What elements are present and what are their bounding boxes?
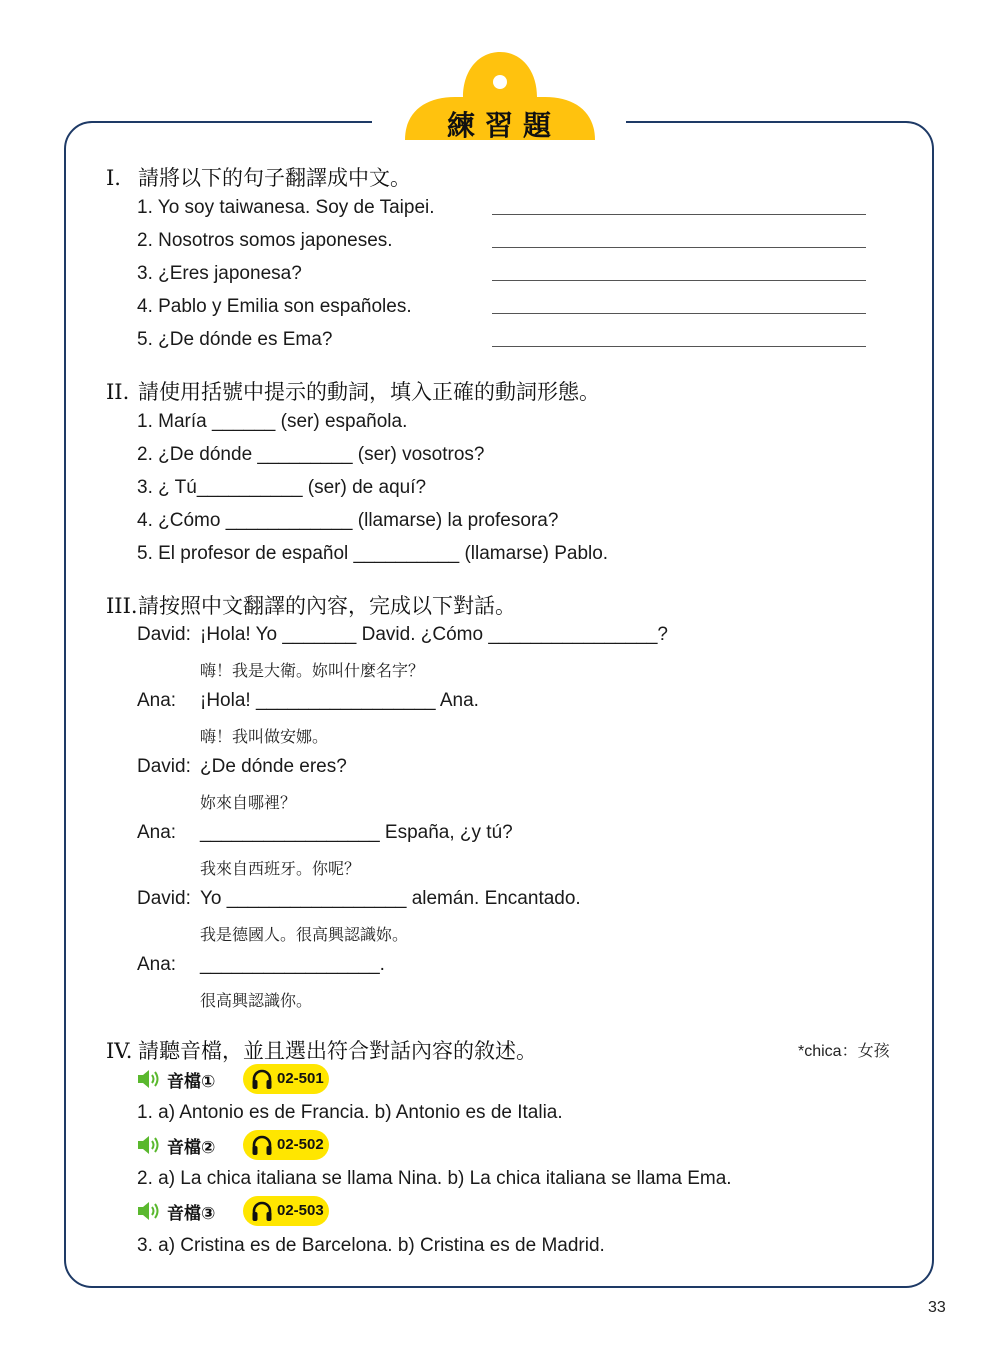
sec1-item-4: 4. Pablo y Emilia son españoles.: [137, 296, 412, 317]
sec1-item-1: 1. Yo soy taiwanesa. Soy de Taipei.: [137, 197, 435, 218]
section-3-number: III.: [106, 594, 138, 618]
page-number: 33: [928, 1299, 946, 1316]
answer-line-2[interactable]: [492, 247, 866, 248]
dialog-6-chinese: 很高興認識你。: [200, 991, 313, 1010]
dialog-4-spanish: _________________ España, ¿y tú?: [200, 822, 513, 843]
audio-1-track-badge[interactable]: [243, 1064, 329, 1094]
speaker-icon: [137, 1069, 161, 1089]
audio-row-3[interactable]: [137, 1196, 337, 1226]
page-title: 練習題: [446, 109, 561, 142]
sec2-item-1: 1. María ______ (ser) española.: [137, 411, 408, 432]
sec1-item-3: 3. ¿Eres japonesa?: [137, 263, 302, 284]
audio-2-label: 音檔②: [167, 1138, 216, 1158]
section-3-heading: [106, 590, 516, 620]
dialog-4-chinese: 我來自西班牙。你呢？: [200, 859, 361, 878]
dialog-3-speaker: David:: [137, 756, 191, 777]
dialog-3-chinese: 妳來自哪裡？: [200, 793, 297, 812]
audio-1-label: 音檔①: [167, 1072, 216, 1092]
audio-3-label: 音檔③: [167, 1204, 216, 1224]
dialog-3-spanish: ¿De dónde eres?: [200, 756, 347, 777]
audio-2-track-badge[interactable]: [243, 1130, 329, 1160]
sec2-item-3: 3. ¿ Tú__________ (ser) de aquí?: [137, 477, 427, 498]
dialog-2-spanish: ¡Hola! _________________ Ana.: [200, 690, 479, 711]
audio-3-track-badge[interactable]: [243, 1196, 329, 1226]
section-2-heading: [106, 376, 600, 406]
dialog-1-spanish: ¡Hola! Yo _______ David. ¿Cómo ________________?: [200, 624, 668, 645]
sec1-item-5: 5. ¿De dónde es Ema?: [137, 329, 333, 350]
audio-3-question: 3. a) Cristina es de Barcelona. b) Cristina es de Madrid.: [137, 1235, 605, 1256]
dialog-5-chinese: 我是德國人。很高興認識妳。: [200, 925, 409, 944]
audio-2-code: 02-502: [277, 1136, 324, 1153]
sec2-item-5: 5. El profesor de español __________ (llamarse) Pablo.: [137, 543, 609, 564]
audio-3-code: 02-503: [277, 1202, 324, 1219]
dialog-2-chinese: 嗨！我叫做安娜。: [200, 727, 329, 746]
audio-2-question: 2. a) La chica italiana se llama Nina. b) La chica italiana se llama Ema.: [137, 1168, 732, 1189]
answer-line-3[interactable]: [492, 280, 866, 281]
speaker-icon: [137, 1135, 161, 1155]
headphones-icon: [251, 1134, 273, 1156]
section-3-title: 請按照中文翻譯的內容，完成以下對話。: [138, 594, 516, 618]
section-2-title: 請使用括號中提示的動詞，填入正確的動詞形態。: [138, 380, 600, 404]
dialog-5-spanish: Yo _________________ alemán. Encantado.: [200, 888, 581, 909]
sec2-item-2: 2. ¿De dónde _________ (ser) vosotros?: [137, 444, 485, 465]
title-tab: [405, 52, 595, 140]
dialog-1-speaker: David:: [137, 624, 191, 645]
dialog-5-speaker: David:: [137, 888, 191, 909]
section-1-title: 請將以下的句子翻譯成中文。: [138, 166, 411, 190]
answer-line-5[interactable]: [492, 346, 866, 347]
sec2-item-4: 4. ¿Cómo ____________ (llamarse) la profesora?: [137, 510, 559, 531]
speaker-icon: [137, 1201, 161, 1221]
dialog-6-spanish: _________________.: [200, 954, 385, 975]
dialog-2-speaker: Ana:: [137, 690, 177, 711]
section-4-title: 請聽音檔，並且選出符合對話內容的敘述。: [138, 1039, 537, 1063]
dialog-6-speaker: Ana:: [137, 954, 177, 975]
section-4-number: IV.: [106, 1039, 133, 1063]
audio-1-question: 1. a) Antonio es de Francia. b) Antonio es de Italia.: [137, 1102, 563, 1123]
headphones-icon: [251, 1068, 273, 1090]
vocab-note: *chica：女孩: [798, 1043, 890, 1060]
sec1-item-2: 2. Nosotros somos japoneses.: [137, 230, 393, 251]
dialog-1-chinese: 嗨！我是大衛。妳叫什麼名字？: [200, 661, 425, 680]
answer-line-4[interactable]: [492, 313, 866, 314]
headphones-icon: [251, 1200, 273, 1222]
section-1-number: I.: [106, 166, 121, 190]
audio-row-2[interactable]: [137, 1130, 337, 1160]
audio-row-1[interactable]: [137, 1064, 337, 1094]
section-1-heading: [106, 162, 411, 192]
answer-line-1[interactable]: [492, 214, 866, 215]
dialog-4-speaker: Ana:: [137, 822, 177, 843]
section-4-heading: [106, 1035, 537, 1065]
section-2-number: II.: [106, 380, 130, 404]
audio-1-code: 02-501: [277, 1070, 324, 1087]
